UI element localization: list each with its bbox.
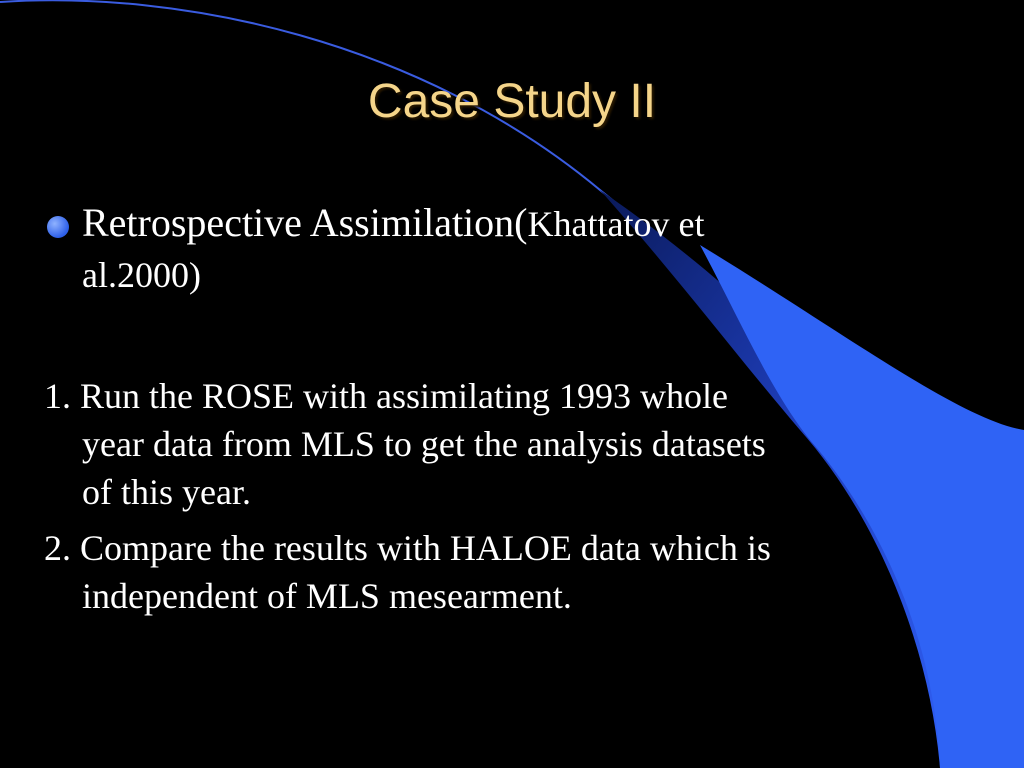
- bullet-main-text: Retrospective Assimilation(: [82, 200, 528, 245]
- bullet-citation-part2: al.2000): [82, 255, 201, 295]
- numbered-item-1: [44, 372, 984, 516]
- bullet-dot-icon: [47, 216, 69, 238]
- item-2-line-1: 2. Compare the results with HALOE data which is: [44, 528, 771, 568]
- bullet-item: [44, 198, 984, 300]
- bullet-citation-part1: Khattatov et: [527, 204, 705, 244]
- item-1-line-2: year data from MLS to get the analysis datasets: [82, 424, 766, 464]
- item-2-line-2: independent of MLS mesearment.: [82, 576, 572, 616]
- item-1-line-3: of this year.: [82, 472, 251, 512]
- numbered-item-2: [44, 524, 984, 620]
- item-1-line-1: 1. Run the ROSE with assimilating 1993 whole: [44, 376, 728, 416]
- slide-title: Case Study II: [367, 75, 657, 128]
- slide-body: [44, 198, 984, 620]
